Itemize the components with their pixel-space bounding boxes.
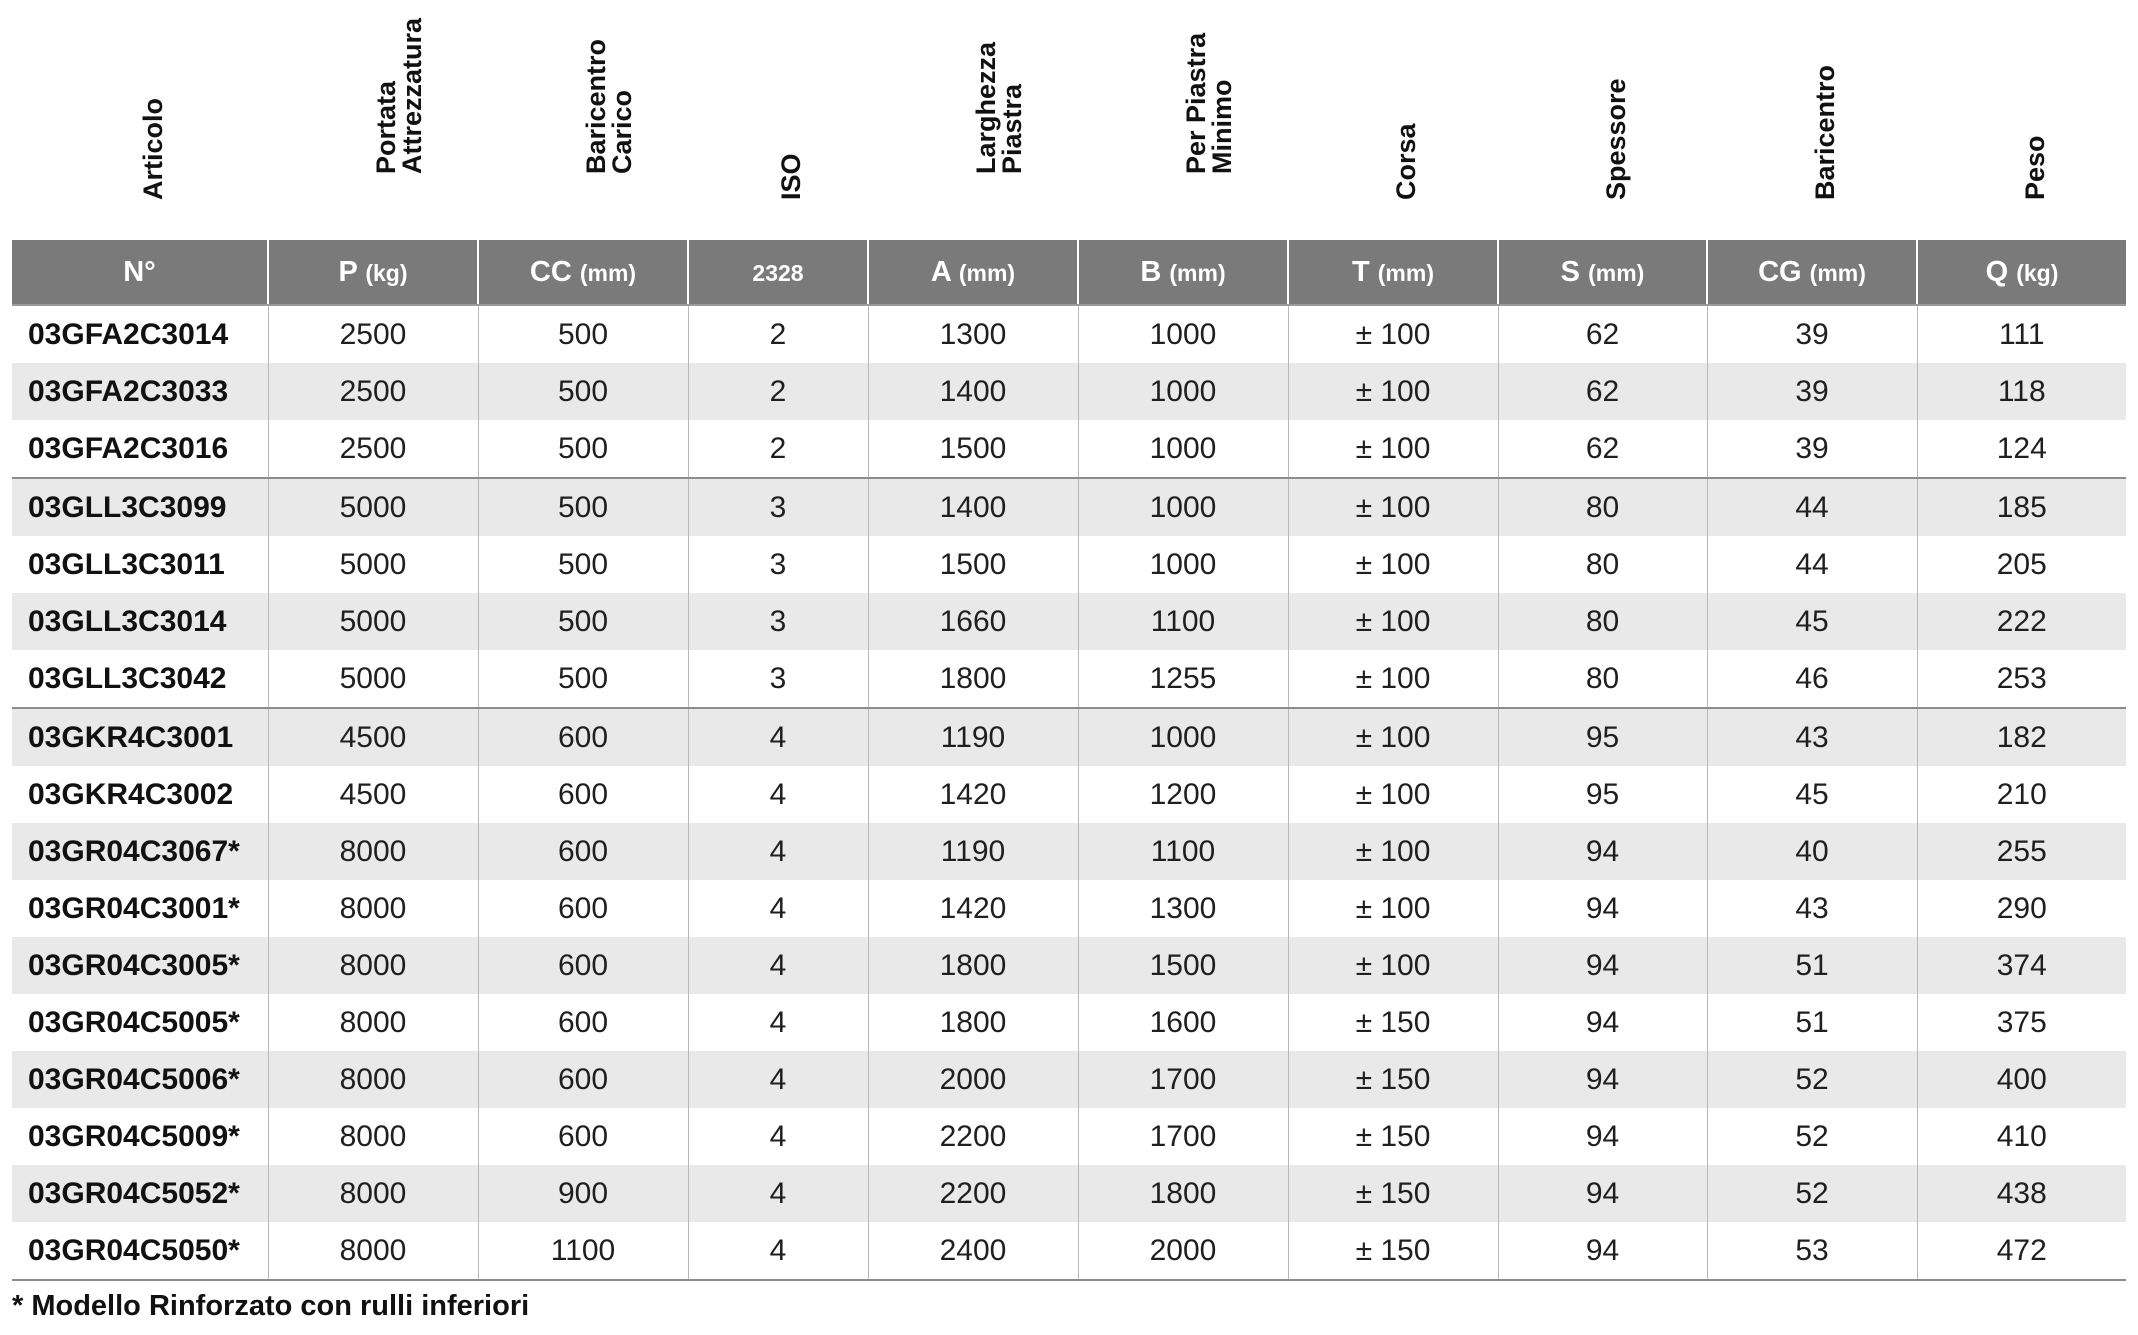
header-label-larghezza: Larghezza Piastra [971,41,1027,174]
article-code-cell: 03GR04C5009* [28,1119,240,1153]
table-body [12,305,2126,1280]
table-cell: 5000 [268,650,478,708]
header-unit: (mm) [1377,259,1434,286]
article-code-cell: 03GLL3C3099 [12,478,268,536]
table-cell: 182 [1917,708,2126,766]
table-cell: ± 100 [1288,880,1498,937]
header-symbol: CG [1758,255,1802,288]
table-cell: 4 [688,823,868,880]
table-cell: 51 [1707,994,1917,1051]
table-cell: 43 [1707,708,1917,766]
table-cell: 62 [1498,420,1707,478]
table-cell: 52 [1707,1108,1917,1165]
table-cell: 94 [1498,823,1707,880]
table-cell: ± 150 [1288,1165,1498,1222]
header-label-articolo: Articolo [138,97,168,200]
table-cell: 5000 [268,478,478,536]
table-cell: 1500 [1078,937,1288,994]
table-cell: 2500 [268,305,478,363]
table-cell: 52 [1707,1051,1917,1108]
table-cell: 1420 [868,880,1078,937]
table-cell: 500 [478,650,688,708]
header-symbol-cell [12,240,268,305]
table-cell: 3 [688,650,868,708]
table-cell: 94 [1498,1165,1707,1222]
table-cell: 52 [1707,1165,1917,1222]
table-cell: ± 100 [1288,420,1498,478]
article-code-cell: 03GFA2C3016 [28,431,229,465]
header-symbol: B [1140,255,1162,288]
table-cell: 1600 [1078,994,1288,1051]
table-row [12,823,2126,880]
table-cell: 1500 [868,420,1078,478]
header-symbol-cell [1917,240,2126,305]
header-label-baricentro: Baricentro [1810,64,1840,200]
table-cell: ± 150 [1288,994,1498,1051]
table-cell: 4 [688,1222,868,1280]
table-cell: 8000 [268,937,478,994]
article-code-cell: 03GLL3C3011 [28,547,225,581]
table-cell: 80 [1498,536,1707,593]
table-cell: 39 [1707,305,1917,363]
table-cell: 205 [1917,536,2126,593]
table-cell: 94 [1498,1222,1707,1280]
table-cell: 600 [478,1108,688,1165]
header-symbol: T [1351,255,1370,288]
spec-table-container [12,0,2126,1281]
table-row [12,478,2126,536]
header-label-per-piastra: Per Piastra Minimo [1181,32,1237,174]
article-code-cell: 03GR04C5052* [12,1165,268,1222]
table-cell: 1000 [1078,708,1288,766]
header-unit: (mm) [958,259,1016,286]
table-cell: 1400 [868,363,1078,420]
header-unit-row [12,240,2126,305]
table-cell: 39 [1707,420,1917,478]
footnote: * Modello Rinforzato con rulli inferiori [12,1290,530,1322]
table-cell: 4 [688,994,868,1051]
header-unit: (mm) [1169,259,1226,286]
table-cell: 4500 [268,766,478,823]
table-cell: 1000 [1078,478,1288,536]
table-cell: 3 [688,536,868,593]
table-cell: 4 [688,766,868,823]
table-cell: 2200 [868,1165,1078,1222]
table-cell: 4 [688,937,868,994]
header-symbol: A [930,255,951,288]
table-cell: 400 [1917,1051,2126,1108]
header-symbol-cell [478,240,688,305]
table-cell: 500 [478,478,688,536]
header-symbol: P [338,255,358,288]
table-cell: 210 [1917,766,2126,823]
table-cell: 222 [1917,593,2126,650]
table-row [12,305,2126,363]
table-cell: 1100 [1078,593,1288,650]
table-cell: 2200 [868,1108,1078,1165]
table-row [12,1108,2126,1165]
header-symbol-cell [268,240,478,305]
table-cell: 290 [1917,880,2126,937]
table-row [12,880,2126,937]
table-cell: 253 [1917,650,2126,708]
table-cell: 80 [1498,650,1707,708]
table-cell: 2 [688,363,868,420]
table-cell: 2500 [268,363,478,420]
table-cell: 2000 [1078,1222,1288,1280]
table-cell: ± 150 [1288,1222,1498,1280]
table-cell: 900 [478,1165,688,1222]
header-label-cell [1707,0,1917,240]
header-symbol-cell [1288,240,1498,305]
header-label-spessore: Spessore [1600,78,1631,200]
table-cell: 1000 [1078,363,1288,420]
header-label-cell [1917,0,2126,240]
table-cell: 4 [688,1051,868,1108]
table-cell: 600 [478,937,688,994]
table-cell: 2 [688,305,868,363]
table-cell: 8000 [268,823,478,880]
table-cell: 600 [478,994,688,1051]
table-cell: 1000 [1078,420,1288,478]
table-cell: 500 [478,305,688,363]
table-cell: 118 [1917,363,2126,420]
header-symbol-cell [688,240,868,305]
table-cell: 94 [1498,937,1707,994]
article-code-cell: 03GKR4C3001 [12,708,268,766]
table-cell: 500 [478,536,688,593]
table-cell: 43 [1707,880,1917,937]
header-label-cell [688,0,868,240]
table-cell: 500 [478,593,688,650]
header-label-peso: Peso [2019,135,2050,200]
header-symbol-cell [1707,240,1917,305]
table-cell: 1660 [868,593,1078,650]
table-cell: 1800 [1078,1165,1288,1222]
table-cell: 1100 [1078,823,1288,880]
header-symbol: 2328 [752,259,804,286]
table-cell: 1190 [868,823,1078,880]
table-cell: 1800 [868,994,1078,1051]
table-cell: 62 [1498,363,1707,420]
table-cell: 1800 [868,937,1078,994]
table-cell: 39 [1707,363,1917,420]
table-cell: 46 [1707,650,1917,708]
header-unit: (mm) [1809,259,1866,286]
header-label-row [12,0,2126,240]
table-cell: ± 100 [1288,536,1498,593]
table-row [12,650,2126,708]
table-cell: 111 [1917,305,2126,363]
table-cell: 1400 [868,478,1078,536]
table-cell: 40 [1707,823,1917,880]
table-cell: 44 [1707,536,1917,593]
table-cell: ± 100 [1288,766,1498,823]
table-cell: 1300 [1078,880,1288,937]
table-cell: 5000 [268,593,478,650]
table-cell: 8000 [268,994,478,1051]
article-code-cell: 03GKR4C3002 [28,777,234,811]
table-cell: 600 [478,1051,688,1108]
table-cell: 124 [1917,420,2126,478]
table-cell: 1190 [868,708,1078,766]
table-row [12,994,2126,1051]
table-cell: 1000 [1078,536,1288,593]
header-label-iso: ISO [776,153,806,200]
table-row [12,1222,2126,1280]
table-cell: 1255 [1078,650,1288,708]
article-code-cell: 03GR04C3067* [12,823,268,880]
table-cell: 5000 [268,536,478,593]
table-cell: 8000 [268,1108,478,1165]
table-cell: 1000 [1078,305,1288,363]
table-cell: ± 150 [1288,1108,1498,1165]
table-row [12,708,2126,766]
table-cell: 1420 [868,766,1078,823]
table-cell: 1700 [1078,1108,1288,1165]
table-cell: 4 [688,1108,868,1165]
table-cell: 1200 [1078,766,1288,823]
table-cell: 500 [478,420,688,478]
table-cell: ± 100 [1288,478,1498,536]
article-code-cell: 03GR04C5005* [28,1005,240,1039]
table-cell: 8000 [268,1165,478,1222]
table-cell: ± 100 [1288,363,1498,420]
table-cell: 4 [688,1165,868,1222]
header-symbol: S [1560,255,1581,288]
table-cell: 94 [1498,880,1707,937]
header-label-cell [478,0,688,240]
table-cell: ± 100 [1288,650,1498,708]
article-code-cell: 03GR04C3001* [28,891,240,925]
header-symbol: CC [529,255,572,288]
table-cell: 45 [1707,593,1917,650]
article-code-cell: 03GR04C5006* [12,1051,268,1108]
table-cell: 3 [688,593,868,650]
table-cell: 600 [478,823,688,880]
table-cell: 94 [1498,1051,1707,1108]
header-unit: (mm) [579,259,637,286]
table-cell: 1800 [868,650,1078,708]
table-cell: 1300 [868,305,1078,363]
header-label-cell [1498,0,1707,240]
header-unit: (kg) [2016,259,2059,286]
table-cell: ± 100 [1288,593,1498,650]
table-cell: 185 [1917,478,2126,536]
article-code-cell: 03GLL3C3014 [12,593,268,650]
table-row [12,536,2126,593]
table-cell: 8000 [268,1222,478,1280]
header-symbol: N° [123,255,156,288]
table-cell: 44 [1707,478,1917,536]
table-cell: 375 [1917,994,2126,1051]
article-code-cell: 03GLL3C3042 [28,661,227,695]
table-cell: 3 [688,478,868,536]
table-cell: 53 [1707,1222,1917,1280]
table-cell: 4 [688,880,868,937]
table-cell: 2000 [868,1051,1078,1108]
table-cell: 94 [1498,1108,1707,1165]
table-cell: 438 [1917,1165,2126,1222]
header-label-cell [868,0,1078,240]
table-cell: ± 100 [1288,937,1498,994]
table-cell: 255 [1917,823,2126,880]
table-cell: ± 100 [1288,708,1498,766]
table-cell: 2500 [268,420,478,478]
article-code-cell: 03GR04C5050* [12,1222,268,1280]
table-cell: 472 [1917,1222,2126,1280]
table-cell: ± 100 [1288,823,1498,880]
table-cell: 80 [1498,478,1707,536]
table-cell: 80 [1498,593,1707,650]
table-row [12,937,2126,994]
article-code-cell: 03GFA2C3014 [28,317,229,351]
table-cell: 94 [1498,994,1707,1051]
table-cell: 1100 [478,1222,688,1280]
header-label-cell [268,0,478,240]
table-row [12,420,2126,478]
table-cell: 45 [1707,766,1917,823]
table-row [12,593,2126,650]
table-cell: 2 [688,420,868,478]
table-cell: 600 [478,880,688,937]
header-label-portata: Portata Attrezzatura [371,17,427,174]
table-cell: 4500 [268,708,478,766]
table-cell: 2400 [868,1222,1078,1280]
header-symbol-cell [1498,240,1707,305]
header-label-baricentro-carico: Baricentro Carico [581,38,637,174]
table-cell: 95 [1498,766,1707,823]
article-code-cell: 03GR04C3005* [12,937,268,994]
table-cell: 410 [1917,1108,2126,1165]
header-symbol-cell [868,240,1078,305]
header-label-cell [1078,0,1288,240]
table-cell: 1500 [868,536,1078,593]
header-symbol-cell [1078,240,1288,305]
table-cell: 374 [1917,937,2126,994]
header-label-cell [12,0,268,240]
table-cell: 600 [478,766,688,823]
header-symbol: Q [1985,255,2009,288]
table-cell: 4 [688,708,868,766]
article-code-cell: 03GFA2C3033 [12,363,268,420]
table-cell: 8000 [268,880,478,937]
table-cell: ± 150 [1288,1051,1498,1108]
table-cell: 51 [1707,937,1917,994]
table-cell: 500 [478,363,688,420]
table-cell: 1700 [1078,1051,1288,1108]
table-cell: 600 [478,708,688,766]
header-label-cell [1288,0,1498,240]
header-unit: (kg) [365,259,408,286]
table-cell: ± 100 [1288,305,1498,363]
table-row [12,1051,2126,1108]
spec-table [12,0,2126,1281]
table-row [12,363,2126,420]
header-label-corsa: Corsa [1391,123,1421,200]
header-unit: (mm) [1588,259,1645,286]
table-cell: 8000 [268,1051,478,1108]
table-row [12,1165,2126,1222]
table-cell: 95 [1498,708,1707,766]
table-cell: 62 [1498,305,1707,363]
table-row [12,766,2126,823]
